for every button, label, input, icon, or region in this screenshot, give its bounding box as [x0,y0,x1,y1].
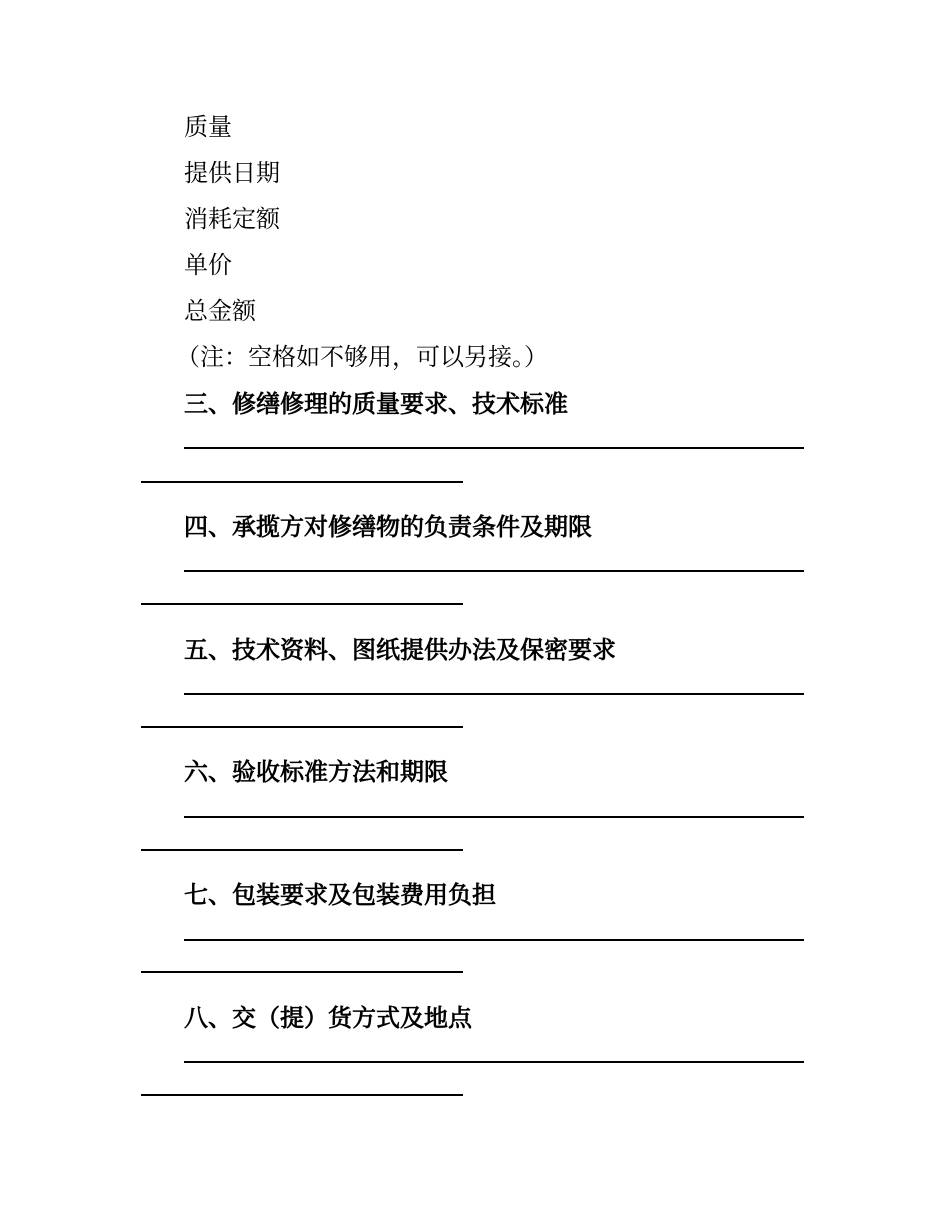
section-heading-3: 三、修缮修理的质量要求、技术标准 [184,389,568,418]
item-consumption-quota: 消耗定额 [184,205,280,233]
fill-in-line-continued[interactable] [141,849,463,851]
fill-in-line-continued[interactable] [141,971,463,973]
item-unit-price: 单价 [184,251,232,279]
section-heading-7: 七、包装要求及包装费用负担 [184,880,496,909]
fill-in-line[interactable] [184,693,804,695]
fill-in-line-continued[interactable] [141,726,463,728]
section-heading-6: 六、验收标准方法和期限 [184,757,448,786]
fill-in-line-continued[interactable] [141,481,463,483]
fill-in-line[interactable] [184,1061,804,1063]
fill-in-line[interactable] [184,570,804,572]
fill-in-line[interactable] [184,939,804,941]
section-heading-5: 五、技术资料、图纸提供办法及保密要求 [184,635,616,664]
fill-in-line-continued[interactable] [141,1094,463,1096]
fill-in-line[interactable] [184,816,804,818]
section-heading-8: 八、交（提）货方式及地点 [184,1003,472,1032]
note-text: （注：空格如不够用，可以另接。） [176,343,548,371]
item-supply-date: 提供日期 [184,159,280,187]
section-heading-4: 四、承揽方对修缮物的负责条件及期限 [184,512,592,541]
item-total-amount: 总金额 [184,297,256,325]
item-quality: 质量 [184,113,232,141]
fill-in-line[interactable] [184,447,804,449]
fill-in-line-continued[interactable] [141,603,463,605]
